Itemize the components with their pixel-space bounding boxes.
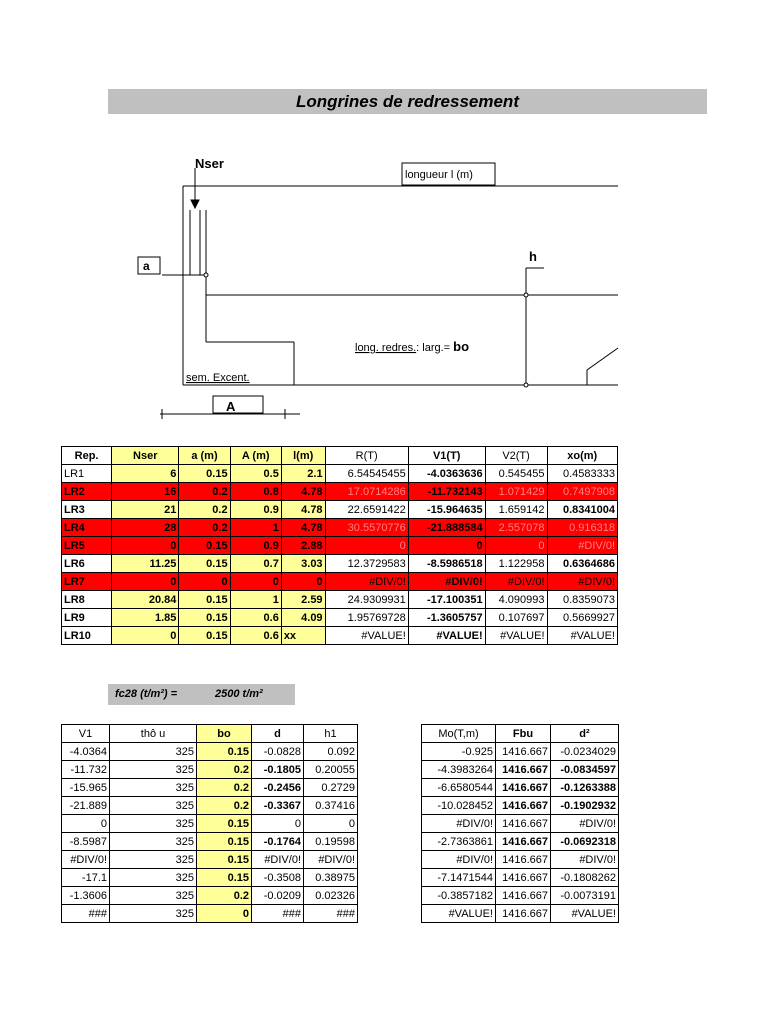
- table-row: [62, 779, 358, 797]
- table-cell: LR2: [62, 483, 112, 501]
- table-cell: 0.107697: [485, 609, 547, 627]
- table-cell: 1416.667: [496, 851, 551, 869]
- header-cell: bo: [197, 725, 252, 743]
- fc28-label: fc28 (t/m²) =: [115, 688, 178, 700]
- table-cell: 0.8359073: [547, 591, 617, 609]
- table-row: [422, 761, 619, 779]
- table-cell: 325: [110, 761, 197, 779]
- table-cell: 0.5: [230, 465, 281, 483]
- table-cell: #DIV/0!: [62, 851, 110, 869]
- table-row: [62, 851, 358, 869]
- table-cell: 325: [110, 869, 197, 887]
- table-cell: -0.1764: [252, 833, 304, 851]
- table-cell: 0.2: [179, 501, 230, 519]
- fc28-value: 2500 t/m²: [215, 688, 263, 700]
- table-cell: -0.1263388: [551, 779, 619, 797]
- table-cell: 4.090993: [485, 591, 547, 609]
- table-cell: -0.925: [422, 743, 496, 761]
- table-cell: 0.9: [230, 501, 281, 519]
- a-dim-dot: [204, 273, 208, 277]
- table-cell: 0: [112, 537, 179, 555]
- table-cell: 2.59: [281, 591, 325, 609]
- table-cell: 4.78: [281, 519, 325, 537]
- table-cell: LR9: [62, 609, 112, 627]
- table-cell: 2.557078: [485, 519, 547, 537]
- table-cell: 325: [110, 851, 197, 869]
- table-cell: -11.732: [62, 761, 110, 779]
- table-cell: #DIV/0!: [547, 573, 617, 591]
- table-row: [422, 851, 619, 869]
- table-cell: LR1: [62, 465, 112, 483]
- header-cell: h1: [304, 725, 358, 743]
- table-cell: 0.092: [304, 743, 358, 761]
- table-row: [422, 905, 619, 923]
- sem-excent-label: sem. Excent.: [186, 372, 250, 384]
- table-cell: 325: [110, 779, 197, 797]
- table-cell: LR5: [62, 537, 112, 555]
- table-cell: 0.7: [230, 555, 281, 573]
- table-cell: 0.15: [179, 609, 230, 627]
- table-cell: -2.7363861: [422, 833, 496, 851]
- table-row: [62, 591, 618, 609]
- table-cell: -0.0073191: [551, 887, 619, 905]
- table-cell: 0.2: [179, 483, 230, 501]
- table-cell: -0.2456: [252, 779, 304, 797]
- table-cell: 0.2729: [304, 779, 358, 797]
- table-cell: 1416.667: [496, 869, 551, 887]
- header-cell: V2(T): [485, 447, 547, 465]
- table-cell: 325: [110, 797, 197, 815]
- table-cell: 0.02326: [304, 887, 358, 905]
- table-cell: 0: [408, 537, 485, 555]
- table-cell: 1416.667: [496, 797, 551, 815]
- table-cell: -21.889: [62, 797, 110, 815]
- header-cell: thô u: [110, 725, 197, 743]
- nser-label: Nser: [195, 156, 224, 171]
- table-cell: 0.545455: [485, 465, 547, 483]
- table-cell: -0.0834597: [551, 761, 619, 779]
- table-cell: -6.6580544: [422, 779, 496, 797]
- table-cell: -15.965: [62, 779, 110, 797]
- table-cell: 0.15: [179, 537, 230, 555]
- table-cell: 4.78: [281, 483, 325, 501]
- table-cell: LR7: [62, 573, 112, 591]
- table-cell: ###: [304, 905, 358, 923]
- table-cell: 0.15: [197, 869, 252, 887]
- table-cell: 28: [112, 519, 179, 537]
- table-cell: #VALUE!: [422, 905, 496, 923]
- table-row: [62, 537, 618, 555]
- table-row: [62, 555, 618, 573]
- table-cell: ###: [252, 905, 304, 923]
- header-cell: d²: [551, 725, 619, 743]
- table-cell: 12.3729583: [325, 555, 408, 573]
- longrines-table: [61, 446, 618, 645]
- table-cell: 0.2: [197, 779, 252, 797]
- table-cell: LR10: [62, 627, 112, 645]
- larg-text: : larg.=: [416, 342, 454, 354]
- table-cell: 0: [62, 815, 110, 833]
- table-cell: -8.5986518: [408, 555, 485, 573]
- table-cell: 0.15: [179, 555, 230, 573]
- table-row: [422, 833, 619, 851]
- table-cell: 0.15: [179, 465, 230, 483]
- table-cell: 0: [112, 573, 179, 591]
- table-cell: -0.1902932: [551, 797, 619, 815]
- table-row: [422, 743, 619, 761]
- header-cell: V1: [62, 725, 110, 743]
- table-cell: 0.15: [197, 743, 252, 761]
- table-cell: #VALUE!: [408, 627, 485, 645]
- longueur-label: longueur l (m): [405, 169, 473, 181]
- table-row: [62, 833, 358, 851]
- table-cell: #DIV/0!: [551, 851, 619, 869]
- moment-table: [421, 724, 619, 923]
- table-cell: 11.25: [112, 555, 179, 573]
- table-cell: 0: [112, 627, 179, 645]
- table-cell: -0.1805: [252, 761, 304, 779]
- table-cell: 0.8: [230, 483, 281, 501]
- table-cell: 0.15: [197, 851, 252, 869]
- table-row: [62, 743, 358, 761]
- table-cell: 1416.667: [496, 779, 551, 797]
- table-cell: 20.84: [112, 591, 179, 609]
- table-cell: 16: [112, 483, 179, 501]
- table-cell: LR4: [62, 519, 112, 537]
- table-cell: #DIV/0!: [547, 537, 617, 555]
- table-cell: 1.071429: [485, 483, 547, 501]
- table-row: [62, 627, 618, 645]
- table-header-row: [62, 725, 358, 743]
- bo-text: bo: [453, 339, 470, 354]
- header-cell: R(T): [325, 447, 408, 465]
- table-cell: -8.5987: [62, 833, 110, 851]
- table-cell: ###: [62, 905, 110, 923]
- h-label: h: [529, 249, 537, 264]
- table-cell: #DIV/0!: [485, 573, 547, 591]
- table-cell: 1.95769728: [325, 609, 408, 627]
- table-cell: -17.100351: [408, 591, 485, 609]
- table-cell: -0.0692318: [551, 833, 619, 851]
- table-cell: LR6: [62, 555, 112, 573]
- table-cell: 17.0714286: [325, 483, 408, 501]
- table-cell: 21: [112, 501, 179, 519]
- h-dot-top: [524, 293, 528, 297]
- section-table: [61, 724, 358, 923]
- table-row: [62, 519, 618, 537]
- table-cell: 0.6: [230, 627, 281, 645]
- beam-diagram: [0, 0, 768, 440]
- table-cell: 0.2: [197, 797, 252, 815]
- table-cell: 6.54545455: [325, 465, 408, 483]
- table-cell: 0.15: [179, 627, 230, 645]
- table-row: [62, 501, 618, 519]
- table-cell: 0.15: [179, 591, 230, 609]
- table-row: [62, 761, 358, 779]
- table-cell: #DIV/0!: [325, 573, 408, 591]
- A-label: A: [226, 399, 236, 414]
- table-cell: -0.0209: [252, 887, 304, 905]
- header-cell: V1(T): [408, 447, 485, 465]
- redres-label: [355, 339, 469, 354]
- table-row: [62, 887, 358, 905]
- table-cell: 0.2: [179, 519, 230, 537]
- table-cell: 0.15: [197, 833, 252, 851]
- header-cell: d: [252, 725, 304, 743]
- page-title: Longrines de redressement: [296, 92, 519, 111]
- table-cell: 0.6: [230, 609, 281, 627]
- table-cell: 0.20055: [304, 761, 358, 779]
- table-cell: 1.122958: [485, 555, 547, 573]
- header-cell: Fbu: [496, 725, 551, 743]
- table-cell: -0.3367: [252, 797, 304, 815]
- table-cell: 0.916318: [547, 519, 617, 537]
- table-cell: 325: [110, 833, 197, 851]
- table-cell: 0.38975: [304, 869, 358, 887]
- table-cell: 0.2: [197, 887, 252, 905]
- table-cell: #VALUE!: [485, 627, 547, 645]
- table-cell: #DIV/0!: [408, 573, 485, 591]
- table-row: [62, 483, 618, 501]
- table-cell: 0.37416: [304, 797, 358, 815]
- break-line: [587, 348, 618, 385]
- table-cell: -1.3606: [62, 887, 110, 905]
- header-cell: a (m): [179, 447, 230, 465]
- table-cell: -0.0828: [252, 743, 304, 761]
- table-cell: 0.19598: [304, 833, 358, 851]
- table-cell: #VALUE!: [325, 627, 408, 645]
- table-cell: 0.5669927: [547, 609, 617, 627]
- nser-arrow-head: [191, 200, 199, 208]
- table-cell: 0.15: [197, 815, 252, 833]
- table-cell: 0: [325, 537, 408, 555]
- table-cell: #DIV/0!: [422, 815, 496, 833]
- table-cell: 325: [110, 887, 197, 905]
- header-cell: Nser: [112, 447, 179, 465]
- table-cell: 30.5570776: [325, 519, 408, 537]
- table-row: [62, 869, 358, 887]
- table-cell: 0.6364686: [547, 555, 617, 573]
- table-cell: #DIV/0!: [304, 851, 358, 869]
- table-cell: 1416.667: [496, 833, 551, 851]
- table-cell: -0.3857182: [422, 887, 496, 905]
- table-cell: 1416.667: [496, 905, 551, 923]
- table-cell: 4.09: [281, 609, 325, 627]
- header-cell: Rep.: [62, 447, 112, 465]
- table-cell: 0: [230, 573, 281, 591]
- table-cell: -0.0234029: [551, 743, 619, 761]
- table-cell: 22.6591422: [325, 501, 408, 519]
- table-cell: 1416.667: [496, 761, 551, 779]
- table-row: [62, 797, 358, 815]
- table-cell: 1.85: [112, 609, 179, 627]
- table-cell: 1416.667: [496, 887, 551, 905]
- table-row: [422, 887, 619, 905]
- table-cell: 2.88: [281, 537, 325, 555]
- table-cell: LR3: [62, 501, 112, 519]
- table-cell: 0: [485, 537, 547, 555]
- table-cell: 0: [179, 573, 230, 591]
- table-header-row: [62, 447, 618, 465]
- table-cell: 0: [304, 815, 358, 833]
- table-cell: 24.9309931: [325, 591, 408, 609]
- table-cell: -4.0363636: [408, 465, 485, 483]
- table-cell: 1416.667: [496, 743, 551, 761]
- table-cell: -10.028452: [422, 797, 496, 815]
- table-cell: 1: [230, 519, 281, 537]
- table-cell: 1: [230, 591, 281, 609]
- table-cell: 1.659142: [485, 501, 547, 519]
- table-cell: 0.8341004: [547, 501, 617, 519]
- table-cell: 0: [197, 905, 252, 923]
- table-cell: 325: [110, 815, 197, 833]
- header-cell: Mo(T,m): [422, 725, 496, 743]
- table-cell: -0.3508: [252, 869, 304, 887]
- table-row: [62, 573, 618, 591]
- table-cell: 6: [112, 465, 179, 483]
- table-row: [62, 465, 618, 483]
- table-cell: -7.1471544: [422, 869, 496, 887]
- fc28-row: [108, 684, 295, 705]
- h-dot-bottom: [524, 383, 528, 387]
- header-cell: l(m): [281, 447, 325, 465]
- table-cell: -11.732143: [408, 483, 485, 501]
- header-cell: xo(m): [547, 447, 617, 465]
- a-label: a: [143, 259, 150, 273]
- table-cell: 0: [281, 573, 325, 591]
- table-row: [62, 815, 358, 833]
- table-cell: #DIV/0!: [252, 851, 304, 869]
- table-cell: xx: [281, 627, 325, 645]
- table-row: [422, 779, 619, 797]
- table-cell: #VALUE!: [547, 627, 617, 645]
- table-cell: 0.7497908: [547, 483, 617, 501]
- table-cell: -15.964635: [408, 501, 485, 519]
- table-cell: #VALUE!: [551, 905, 619, 923]
- A-box: [213, 396, 263, 413]
- table-row: [62, 905, 358, 923]
- table-cell: #DIV/0!: [551, 815, 619, 833]
- table-cell: -21.888584: [408, 519, 485, 537]
- table-cell: 0.9: [230, 537, 281, 555]
- table-cell: -4.3983264: [422, 761, 496, 779]
- table-cell: 3.03: [281, 555, 325, 573]
- table-row: [422, 815, 619, 833]
- table-cell: 1416.667: [496, 815, 551, 833]
- table-cell: -0.1808262: [551, 869, 619, 887]
- table-cell: -17.1: [62, 869, 110, 887]
- table-cell: 0.2: [197, 761, 252, 779]
- table-cell: 325: [110, 743, 197, 761]
- header-cell: A (m): [230, 447, 281, 465]
- table-cell: 4.78: [281, 501, 325, 519]
- table-cell: -4.0364: [62, 743, 110, 761]
- long-redres-text: long. redres.: [355, 342, 417, 354]
- table-cell: 325: [110, 905, 197, 923]
- table-cell: 0.4583333: [547, 465, 617, 483]
- table-header-row: [422, 725, 619, 743]
- table-row: [422, 869, 619, 887]
- table-row: [62, 609, 618, 627]
- table-row: [422, 797, 619, 815]
- table-cell: LR8: [62, 591, 112, 609]
- table-cell: #DIV/0!: [422, 851, 496, 869]
- table-cell: 0: [252, 815, 304, 833]
- table-cell: 2.1: [281, 465, 325, 483]
- table-cell: -1.3605757: [408, 609, 485, 627]
